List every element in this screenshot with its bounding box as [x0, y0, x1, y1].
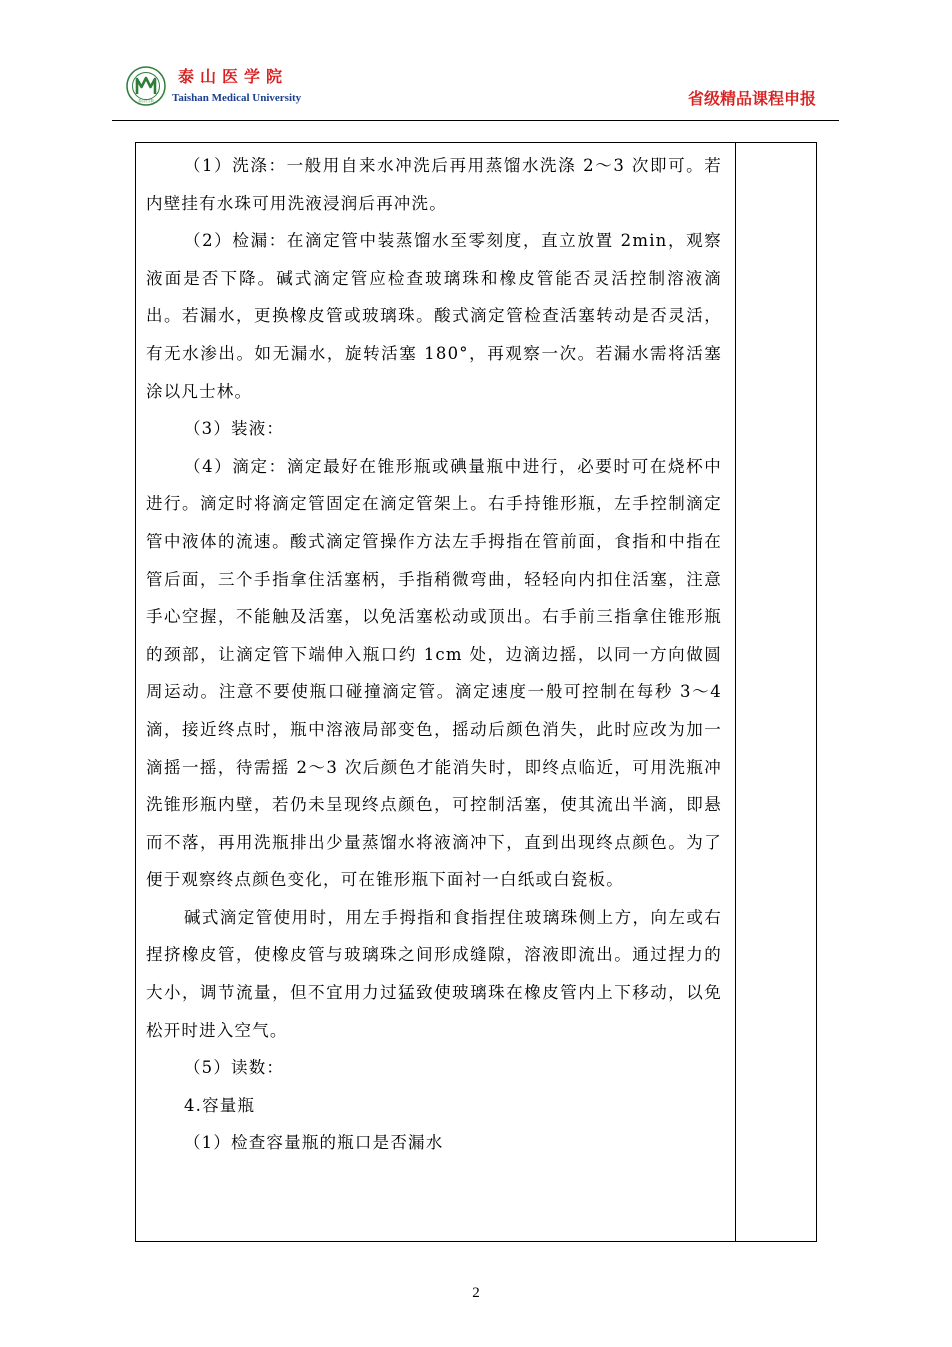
- paragraph-leak-check: （2）检漏：在滴定管中装蒸馏水至零刻度，直立放置 2min，观察液面是否下降。碱式滴定管应检查玻璃珠和橡皮管能否灵活控制溶液滴出。若漏水，更换橡皮管或玻璃珠。酸式滴定管检查活塞转动是否灵活，有无水渗出。如无漏水，旋转活塞 180°，再观察一次。若漏水需将活塞涂以凡士林。: [146, 231, 722, 401]
- paragraph-base-burette: 碱式滴定管使用时，用左手拇指和食指捏住玻璃珠侧上方，向左或右捏挤橡皮管，使橡皮管与玻璃珠之间形成缝隙，溶液即流出。通过捏力的大小，调节流量，但不宜用力过猛致使玻璃珠在橡皮管内上下移动，以免松开时进入空气。: [146, 907, 722, 1040]
- section-heading-volumetric-flask: 4.容量瓶: [183, 1095, 256, 1115]
- header-title: 省级精品课程申报: [687, 89, 816, 108]
- table-column-divider: [735, 143, 736, 1241]
- paragraph-reading: （5）读数：: [183, 1058, 285, 1078]
- page-header: [0, 0, 952, 122]
- content-body: [146, 147, 722, 1162]
- paragraph-filling: （3）装液：: [183, 419, 285, 439]
- paragraph-titration: （4）滴定：滴定最好在锥形瓶或碘量瓶中进行，必要时可在烧杯中进行。滴定时将滴定管固定在滴定管架上。右手持锥形瓶，左手控制滴定管中液体的流速。酸式滴定管操作方法左手拇指在管前面，食指和中指在管后面，三个手指拿住活塞柄，手指稍微弯曲，轻轻向内扣住活塞，注意手心空握，不能触及活塞，以免活塞松动或顶出。右手前三指拿住锥形瓶的颈部，让滴定管下端伸入瓶口约 1cm 处，边滴边摇，以同一方向做圆周运动。注意不要使瓶口碰撞滴定管。滴定速度一般可控制在每秒 3～4 滴，接近终点时，瓶中溶液局部变色，摇动后颜色消失，此时应改为加一滴摇一摇，待需摇 2～3 次后颜色才能消失时，即终点临近，可用洗瓶冲洗锥形瓶内壁，若仍未呈现终点颜色，可控制活塞，使其流出半滴，即悬而不落，再用洗瓶排出少量蒸馏水将液滴冲下，直到出现终点颜色。为了便于观察终点颜色变化，可在锥形瓶下面衬一白纸或白瓷板。: [146, 456, 722, 890]
- page-number: 2: [472, 1285, 480, 1301]
- university-name-en: Taishan Medical University: [172, 92, 302, 104]
- university-logo-icon: [126, 66, 166, 106]
- logo-seal-text: 泰山医学院: [138, 99, 154, 103]
- paragraph-flask-check: （1）检查容量瓶的瓶口是否漏水: [183, 1133, 444, 1153]
- content-table: [135, 142, 817, 1242]
- paragraph-washing: （1）洗涤：一般用自来水冲洗后再用蒸馏水洗涤 2～3 次即可。若内壁挂有水珠可用洗液浸润后再冲洗。: [146, 156, 722, 213]
- university-name-cn: 泰山医学院: [178, 67, 289, 86]
- header-divider: [112, 120, 839, 121]
